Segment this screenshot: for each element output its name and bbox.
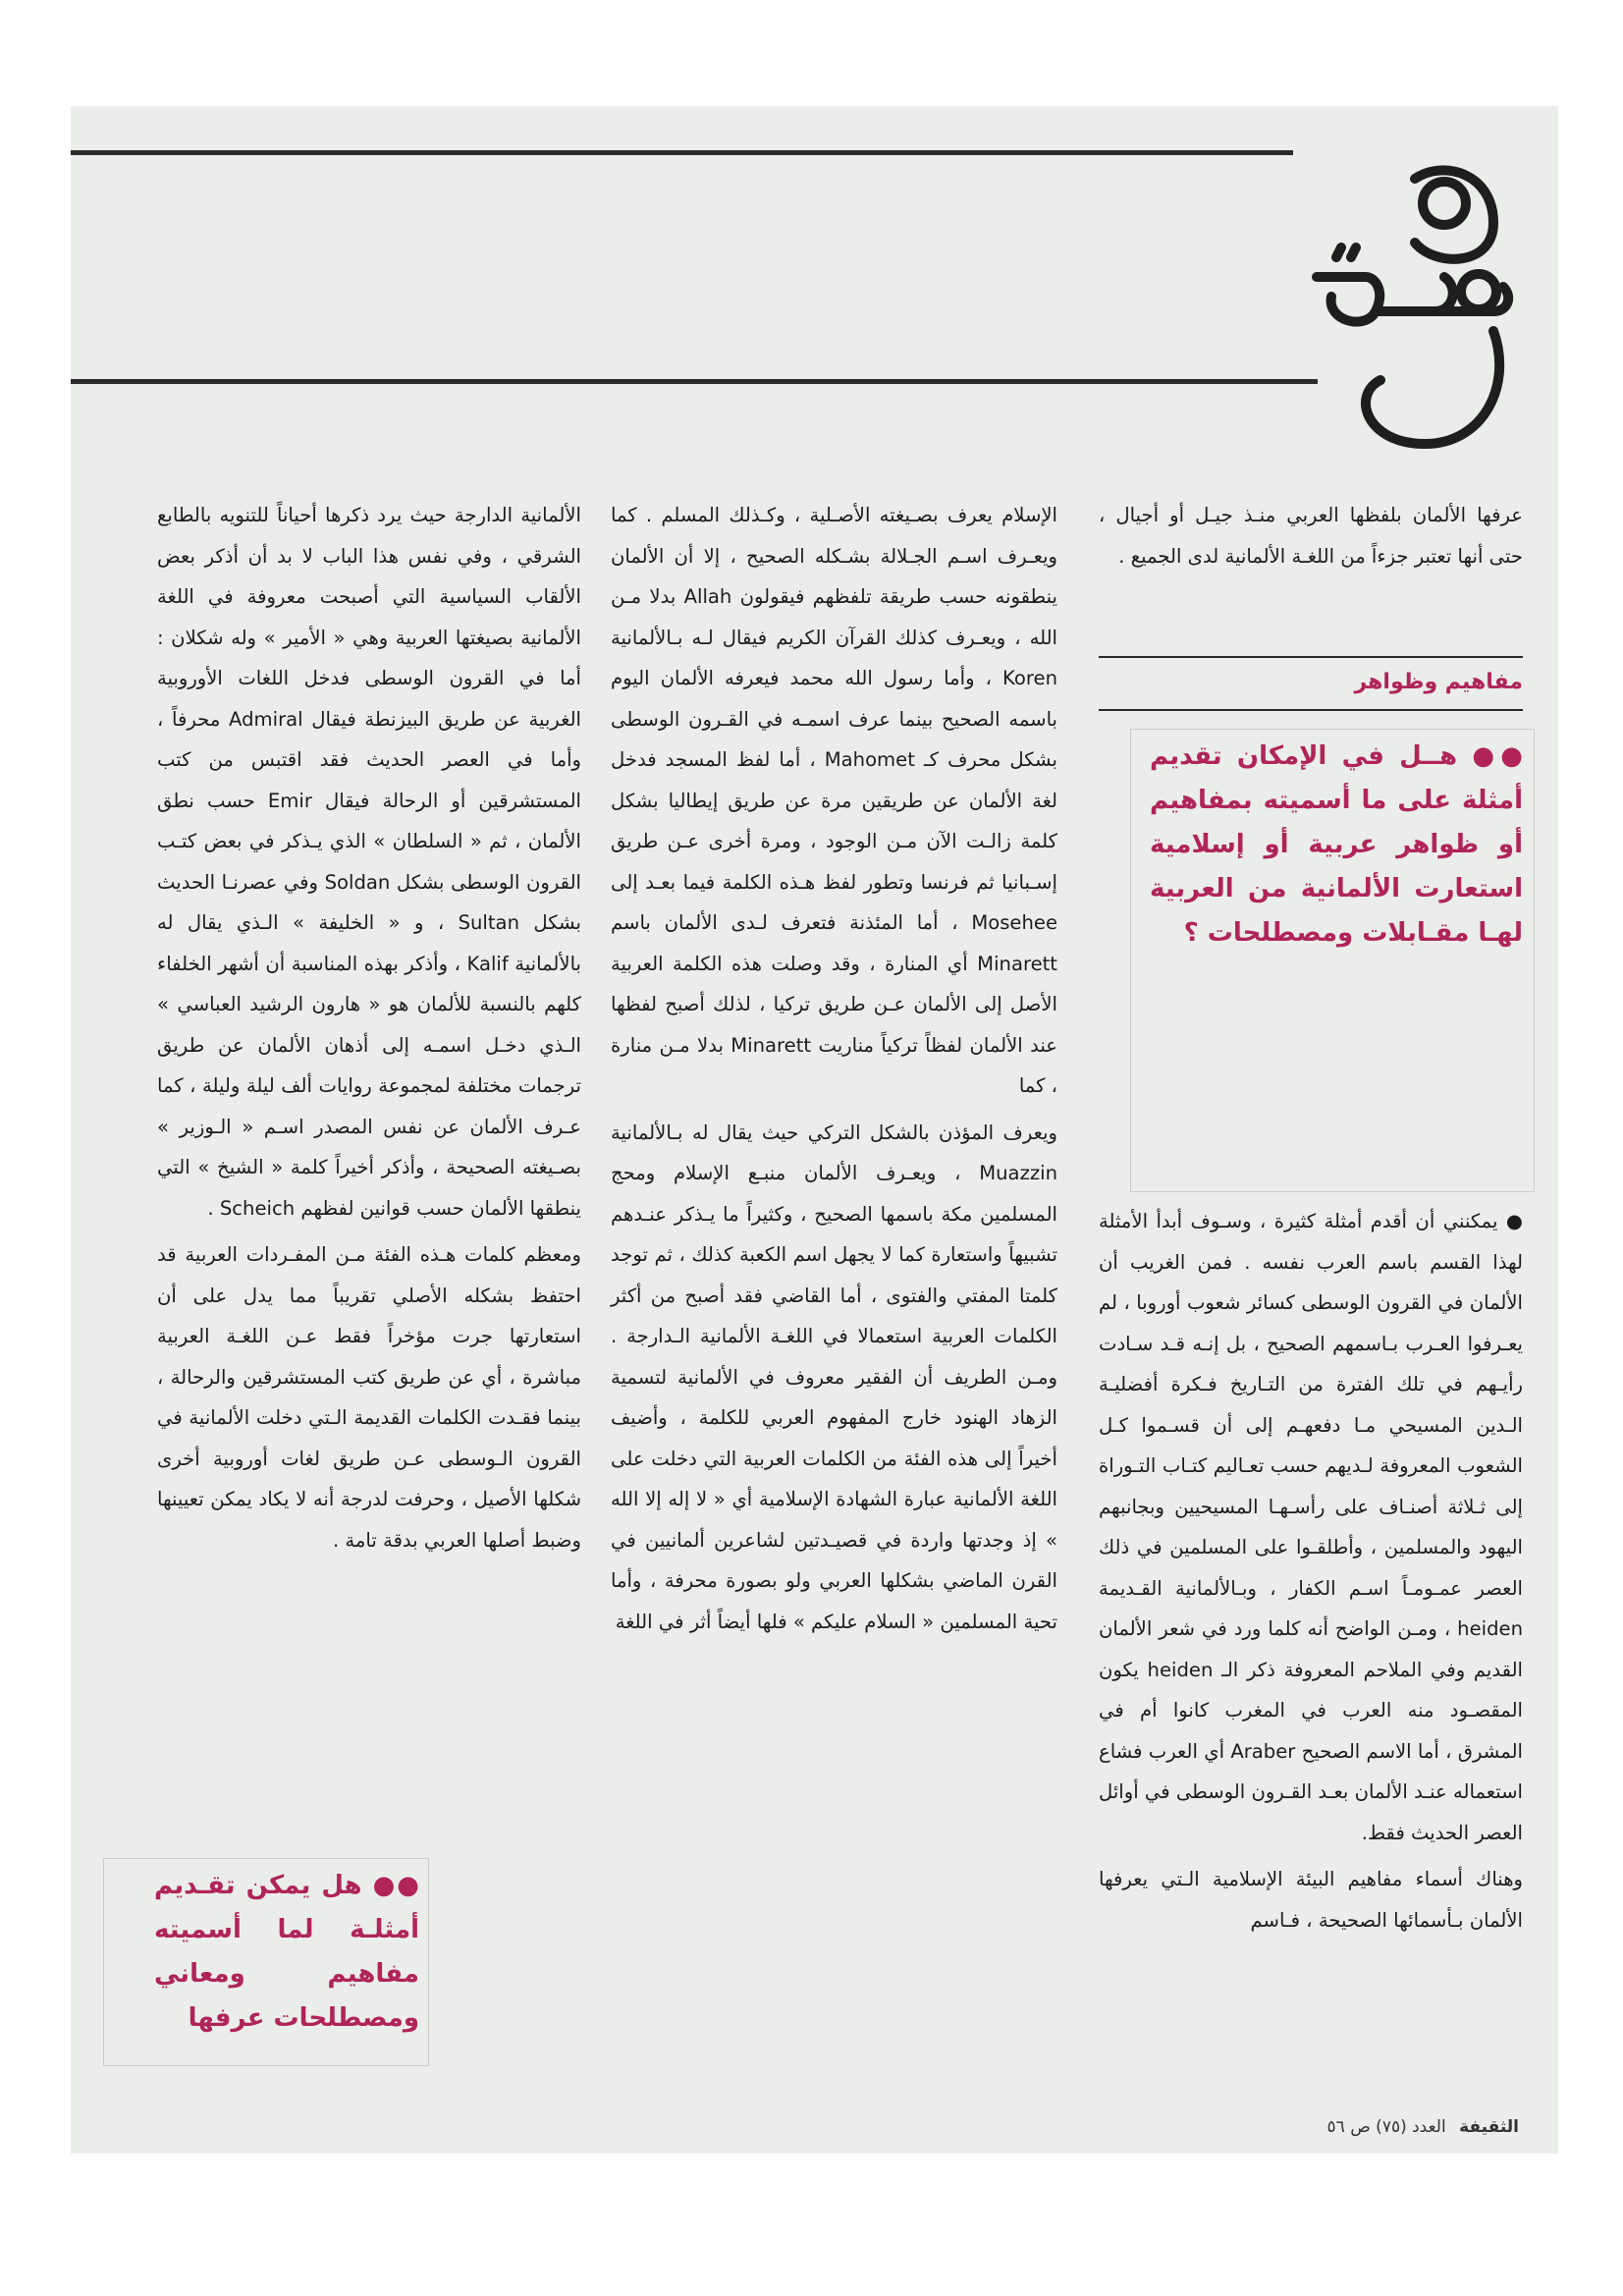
question-box-1 [1150, 735, 1523, 1191]
section-heading-text: مفاهيم وظواهر [1354, 670, 1523, 694]
column-middle [611, 495, 1057, 1648]
paragraph: ويعرف المؤذن بالشكل التركي حيث يقال له بـالألمانية Muazzin ، ويعـرف الألمان منبـع الإسلام ومحج المسلمين مكة باسمها الصحيح ، وكثيراً ما يـذكر عنـدهم تشبيهاً واستعارة كما لا يجهل اسم الكعبة كذلك ، ثم توجد كلمتا المفتي والفتوى ، أما القاضي فقد أصبح من أكثر الكلمات العربية استعمالا في اللغـة الألمانية الـدارجة . ومـن الطريف أن الفقير معروف في الألمانية لتسمية الزهاد الهنود خارج المفهوم العربي للكلمة ، وأضيف أخيراً إلى هذه الفئة من الكلمات العربية التي دخلت على اللغة الألمانية عبارة الشهادة الإسلامية أي « لا إله إلا الله » إذ وجدتها واردة في قصيـدتين لشاعرين ألمانيين في القرن الماضي بشكلها العربي ولو بصورة محرفة ، وأما تحية المسلمين « السلام عليكم » فلها أيضاً أثر في اللغة [611, 1121, 1057, 1633]
footer-issue: العدد (٧٥) ص ٥٦ [1326, 2117, 1446, 2137]
column-right [1099, 495, 1523, 582]
paragraph: الإسلام يعرف بصـيغته الأصـلية ، وكـذلك المسلم . كما ويعـرف اسـم الجـلالة بشـكله الصحيح ، إلا أن الألمان ينطقونه حسب طريقة تلفظهم فيقولون Allah بدلا مـن الله ، ويعـرف كذلك القرآن الكريم فيقال لـه بـالألمانية Koren ، وأما رسول الله محمد فيعرفه الألمان اليوم باسمه الصحيح بينما عرف اسمـه في القـرون الوسطى بشكل محرف كـ Mahomet ، أما لفظ المسجد فدخل لغة الألمان عن طريقين مرة عن طريق إيطاليا بشكل كلمة زالـت الآن مـن الوجود ، ومرة أخرى عـن طريق إسـبانيا ثم فرنسا وتطور لفظ هـذه الكلمة فيما بعـد إلى Mosehee ، أما المئذنة فتعرف لـدى الألمان باسم Minarett أي المنارة ، وقد وصلت هذه الكلمة العربية الأصل إلى الألمان عـن طريق تركيا ، لذلك أصبح لفظها عند الألمان لفظاً تركياً مناريت Minarett بدلا مـن منارة ، كما [611, 504, 1057, 1097]
section-rule-top [1099, 656, 1523, 658]
footer-brand: الثقيفة [1459, 2117, 1519, 2137]
footer [1327, 2117, 1519, 2137]
section-heading [1099, 670, 1523, 694]
question-text: ●● هــل في الإمكان تقديم أمثلة على ما أسميته بمفاهيم أو ظواهر عربية أو إسلامية استعارت الألمانية من العربية لهـا مقـابلات ومصطلحات ؟ [1150, 741, 1523, 948]
paragraph: وهناك أسماء مفاهيم البيئة الإسلامية الـتي يعرفها الألمان بـأسمائها الصحيحة ، فـاسم [1099, 1868, 1523, 1932]
question-text: ●● هل يمكن تقـديم أمثلـة لما أسميته مفاهيم ومعاني ومصطلحات عرفها [154, 1871, 419, 2033]
mawqe-logo [1297, 149, 1523, 459]
header-rule-top [71, 150, 1293, 155]
section-rule-bottom [1099, 709, 1523, 711]
paragraph: عرفها الألمان بلفظها العربي منـذ جيـل أو أجيال ، حتى أنها تعتبر جزءاً من اللغـة الألمانية لدى الجميع . [1099, 504, 1523, 568]
column-right-body [1099, 1201, 1523, 1946]
paragraph: ومعظم كلمات هـذه الفئة مـن المفـردات العربية قد احتفظ بشكله الأصلي تقريباً مما يدل على أن استعارتها جرت مؤخراً فقط عـن اللغـة العربية مباشرة ، أي عن طريق كتب المستشرقين والرحالة ، بينما فقـدت الكلمات القديمة الـتي دخلت الألمانية في القرون الـوسطى عـن طريق لغات أوروبية أخرى شكلها الأصيل ، وحرفت لدرجة أنه لا يكاد يمكن تعيينها وضبط أصلها العربي بدقة تامة . [157, 1243, 581, 1552]
paragraph: الألمانية الدارجة حيث يرد ذكرها أحياناً للتنويه بالطابع الشرقي ، وفي نفس هذا الباب لا بد أن أذكر بعض الألقاب السياسية التي أصبحت معروفة في اللغة الألمانية بصيغتها العربية وهي « الأمير » وله شكلان : أما في القرون الوسطى فدخل اللغات الأوروبية الغربية عن طريق البيزنطة فيقال Admiral محرفاً ، وأما في العصر الحديث فقد اقتبس من كتب المستشرقين أو الرحالة فيقال Emir حسب نطق الألمان ، ثم « السلطان » الذي يـذكر في بعض كتـب القرون الوسطى بشكل Soldan وفي عصرنـا الحديث بشكل Sultan ، و « الخليفة » الـذي يقال له بالألمانية Kalif ، وأذكر بهذه المناسبة أن أشهر الخلفاء كلهم بالنسبة للألمان هو « هارون الرشيد العباسي » الـذي دخـل اسمـه إلى أذهان الألمان عن طريق ترجمات مختلفة لمجموعة روايات ألف ليلة وليلة ، كما عـرف الألمان عن نفس المصدر اسـم « الـوزير » بصـيغته الصحيحة ، وأذكر أخيراً كلمة « الشيخ » التي ينطقها الألمان حسب قوانين لفظهم Scheich . [157, 504, 581, 1220]
question-box-2 [154, 1864, 419, 2060]
paragraph: ● يمكنني أن أقدم أمثلة كثيرة ، وسـوف أبدأ الأمثلة لهذا القسم باسم العرب نفسه . فمن الغريب أن الألمان في القرون الوسطى كسائر شعوب أوروبا ، لم يعـرفوا العـرب بـاسمهم الصحيح ، بل إنـه قـد سـادت رأيـهم في تلك الفترة من التـاريخ فـكرة أفضليـة الـدين المسيحي مـا دفعهـم إلى أن قسـموا كـل الشعوب المعروفة لـديهم حسب تعـاليم كتـاب التـوراة إلى ثـلاثة أصنـاف على رأسـهـا المسيحيين وبجانبهم اليهود والمسلمين ، وأطلقـوا على المسلمين في ذلك العصر عمـومـاً اسـم الكفار ، وبـالألمانية القـديمة heiden ، ومـن الواضح أنه كلما ورد في شعر الألمان القديم وفي الملاحم المعروفة ذكر الـ heiden يكون المقصـود منه العرب في المغرب كانوا أم في المشرق ، أما الاسم الصحيح Araber أي العرب فشاع استعماله عنـد الألمان بعـد القـرون الوسطى في أوائل العصر الحديث فقط. [1099, 1210, 1524, 1844]
page [71, 106, 1558, 2154]
column-left [157, 495, 581, 1566]
header-rule-bottom [71, 379, 1318, 384]
